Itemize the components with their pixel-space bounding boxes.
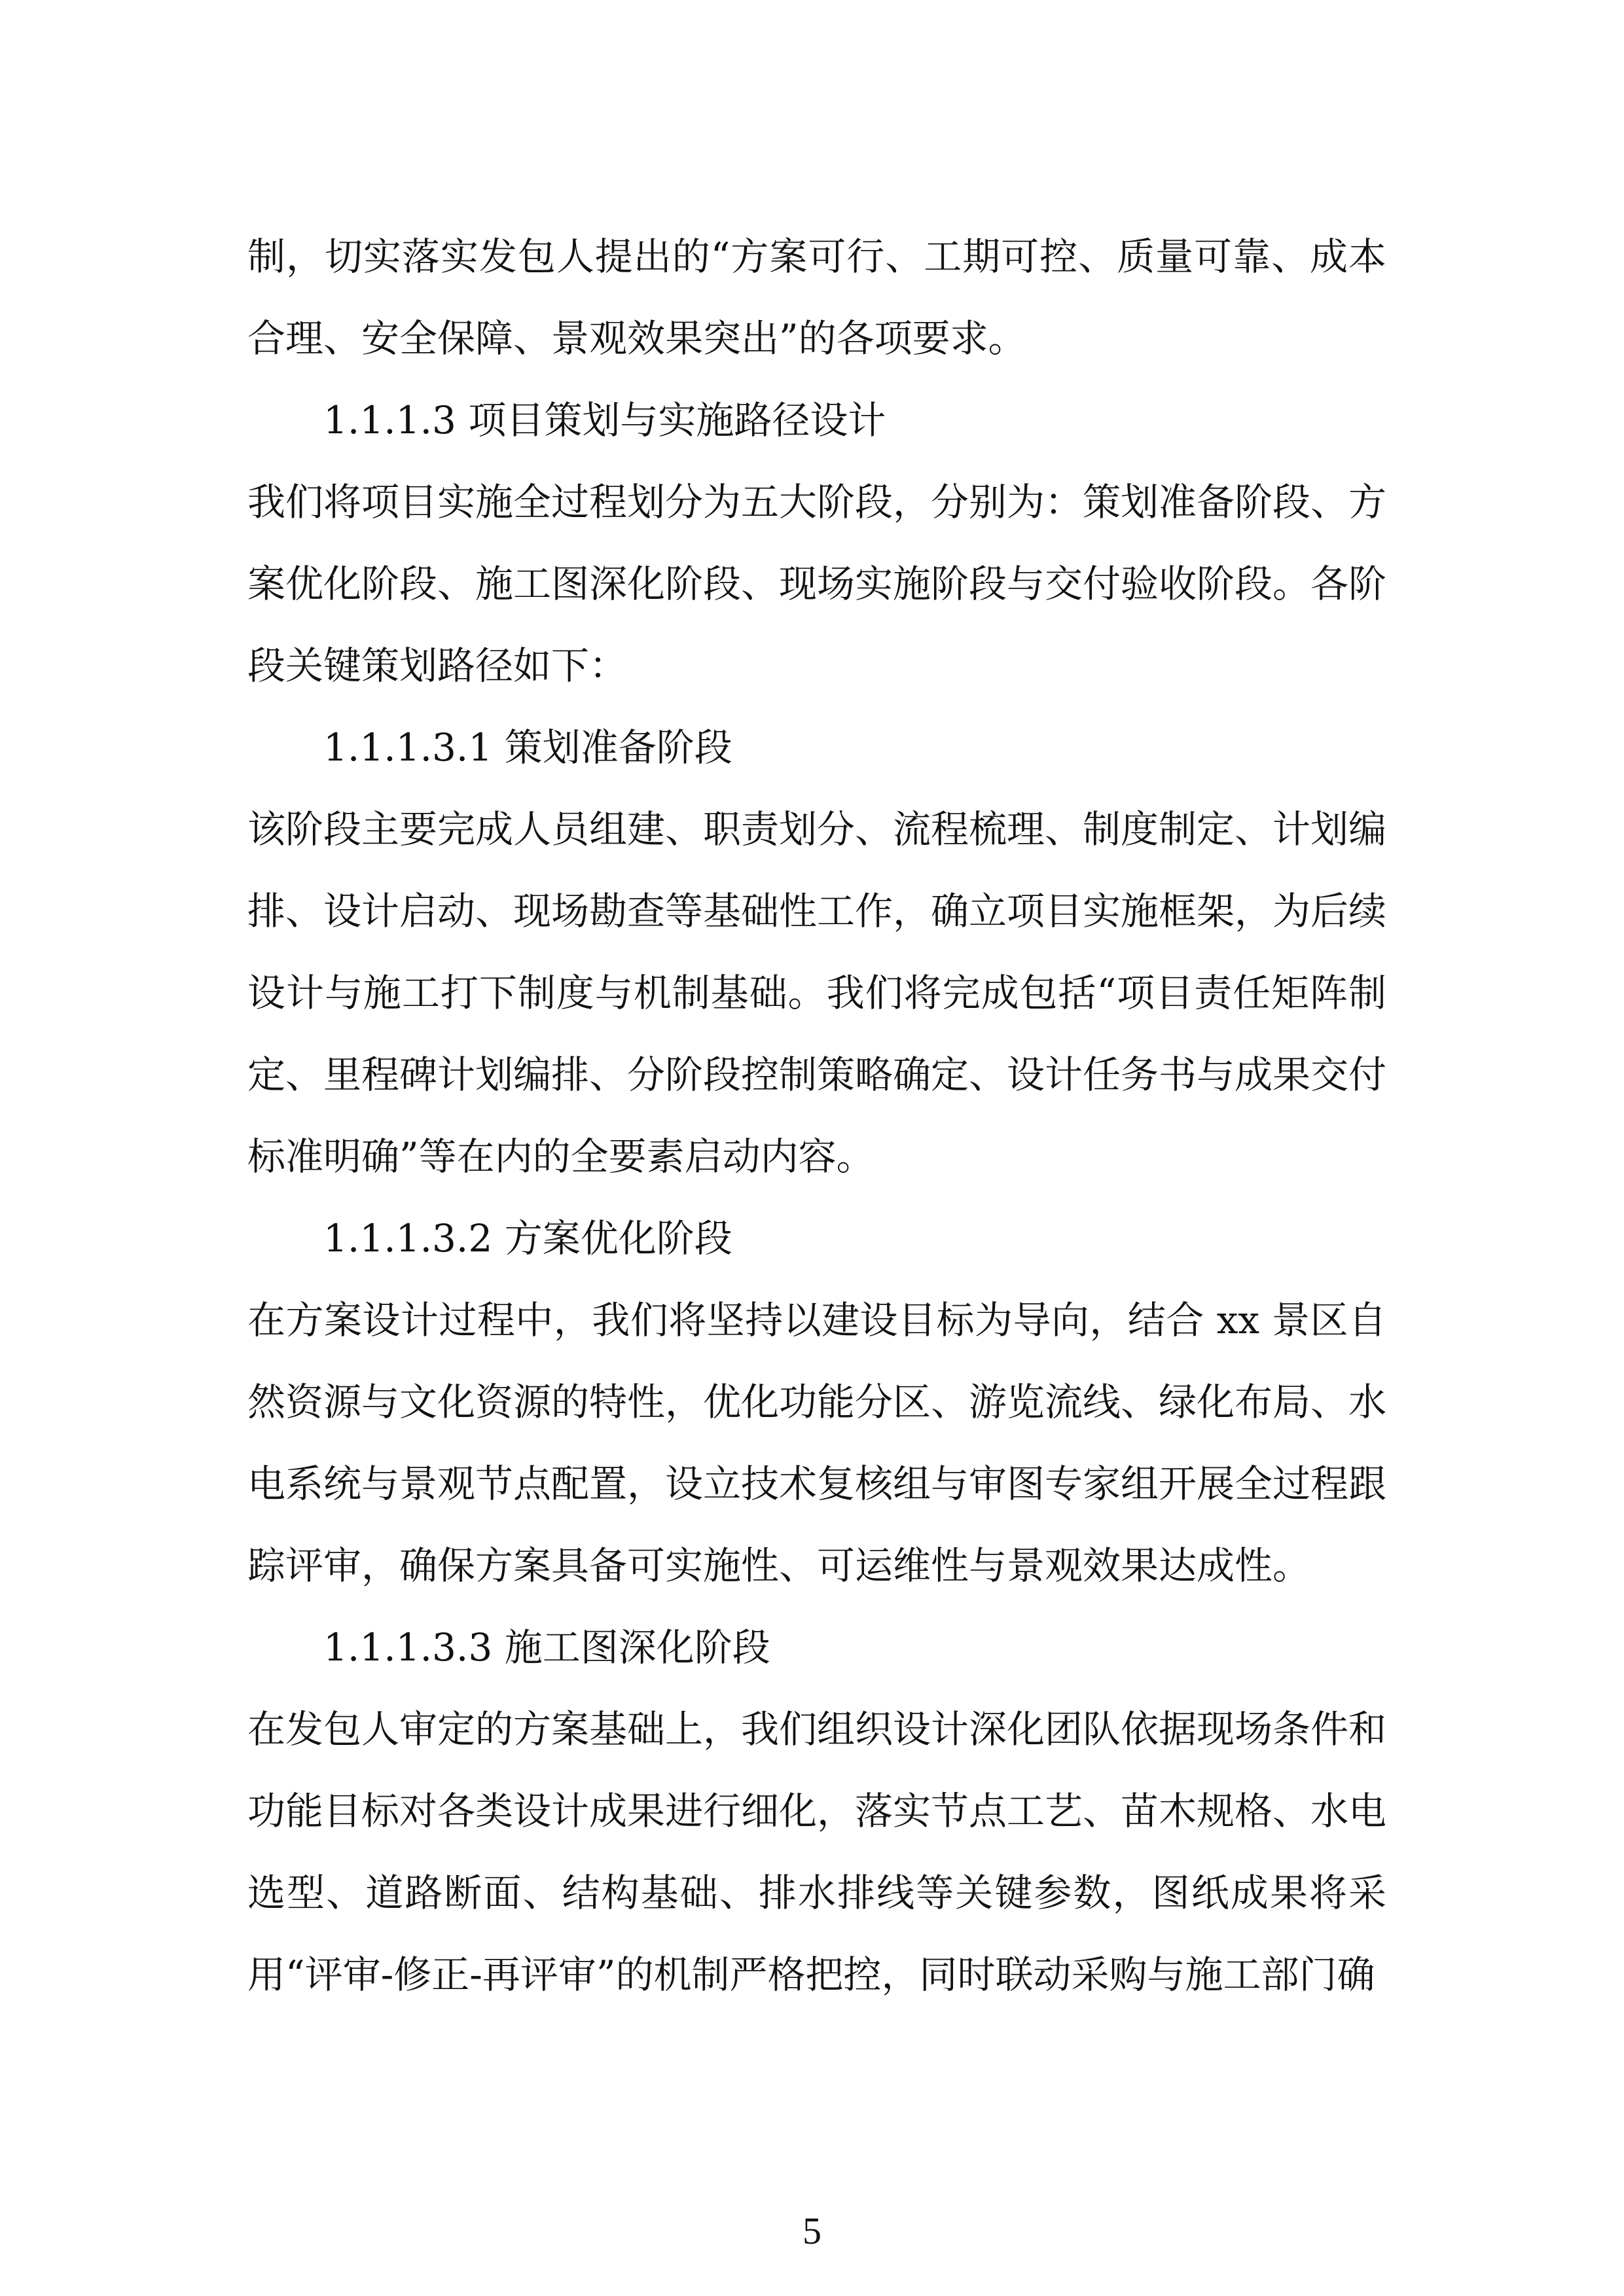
heading-1-1-1-3: 1.1.1.3 项目策划与实施路径设计 — [323, 398, 886, 442]
paragraph-construction-drawing: 在发包人审定的方案基础上，我们组织设计深化团队依据现场条件和功能目标对各类设计成果进行细化，落实节点工艺、苗木规格、水电选型、道路断面、结构基础、排水排线等关键参数，图纸成果将采用“评审-修正-再评审”的机制严格把控，同时联动采购与施工部门确 — [247, 1707, 1387, 1997]
page-number: 5 — [803, 2210, 821, 2252]
paragraph-scheme-optimization: 在方案设计过程中，我们将坚持以建设目标为导向，结合 xx 景区自然资源与文化资源的特性，优化功能分区、游览流线、绿化布局、水电系统与景观节点配置，设立技术复核组与审图专家组开展全过程跟踪评审，确保方案具备可实施性、可运维性与景观效果达成性。 — [247, 1298, 1387, 1588]
paragraph-requirements: 制，切实落实发包人提出的“方案可行、工期可控、质量可靠、成本合理、安全保障、景观效果突出”的各项要求。 — [247, 234, 1386, 361]
paragraph-preparation-stage: 该阶段主要完成人员组建、职责划分、流程梳理、制度制定、计划编排、设计启动、现场勘查等基础性工作，确立项目实施框架，为后续设计与施工打下制度与机制基础。我们将完成包括“项目责任矩阵制定、里程碑计划编排、分阶段控制策略确定、设计任务书与成果交付标准明确”等在内的全要素启动内容。 — [247, 807, 1387, 1179]
paragraph-five-stages: 我们将项目实施全过程划分为五大阶段，分别为：策划准备阶段、方案优化阶段、施工图深化阶段、现场实施阶段与交付验收阶段。各阶段关键策划路径如下： — [247, 480, 1387, 688]
heading-1-1-1-3-2: 1.1.1.3.2 方案优化阶段 — [323, 1216, 732, 1261]
heading-1-1-1-3-3: 1.1.1.3.3 施工图深化阶段 — [323, 1625, 770, 1670]
document-body — [247, 216, 1386, 2016]
heading-1-1-1-3-1: 1.1.1.3.1 策划准备阶段 — [323, 725, 732, 770]
